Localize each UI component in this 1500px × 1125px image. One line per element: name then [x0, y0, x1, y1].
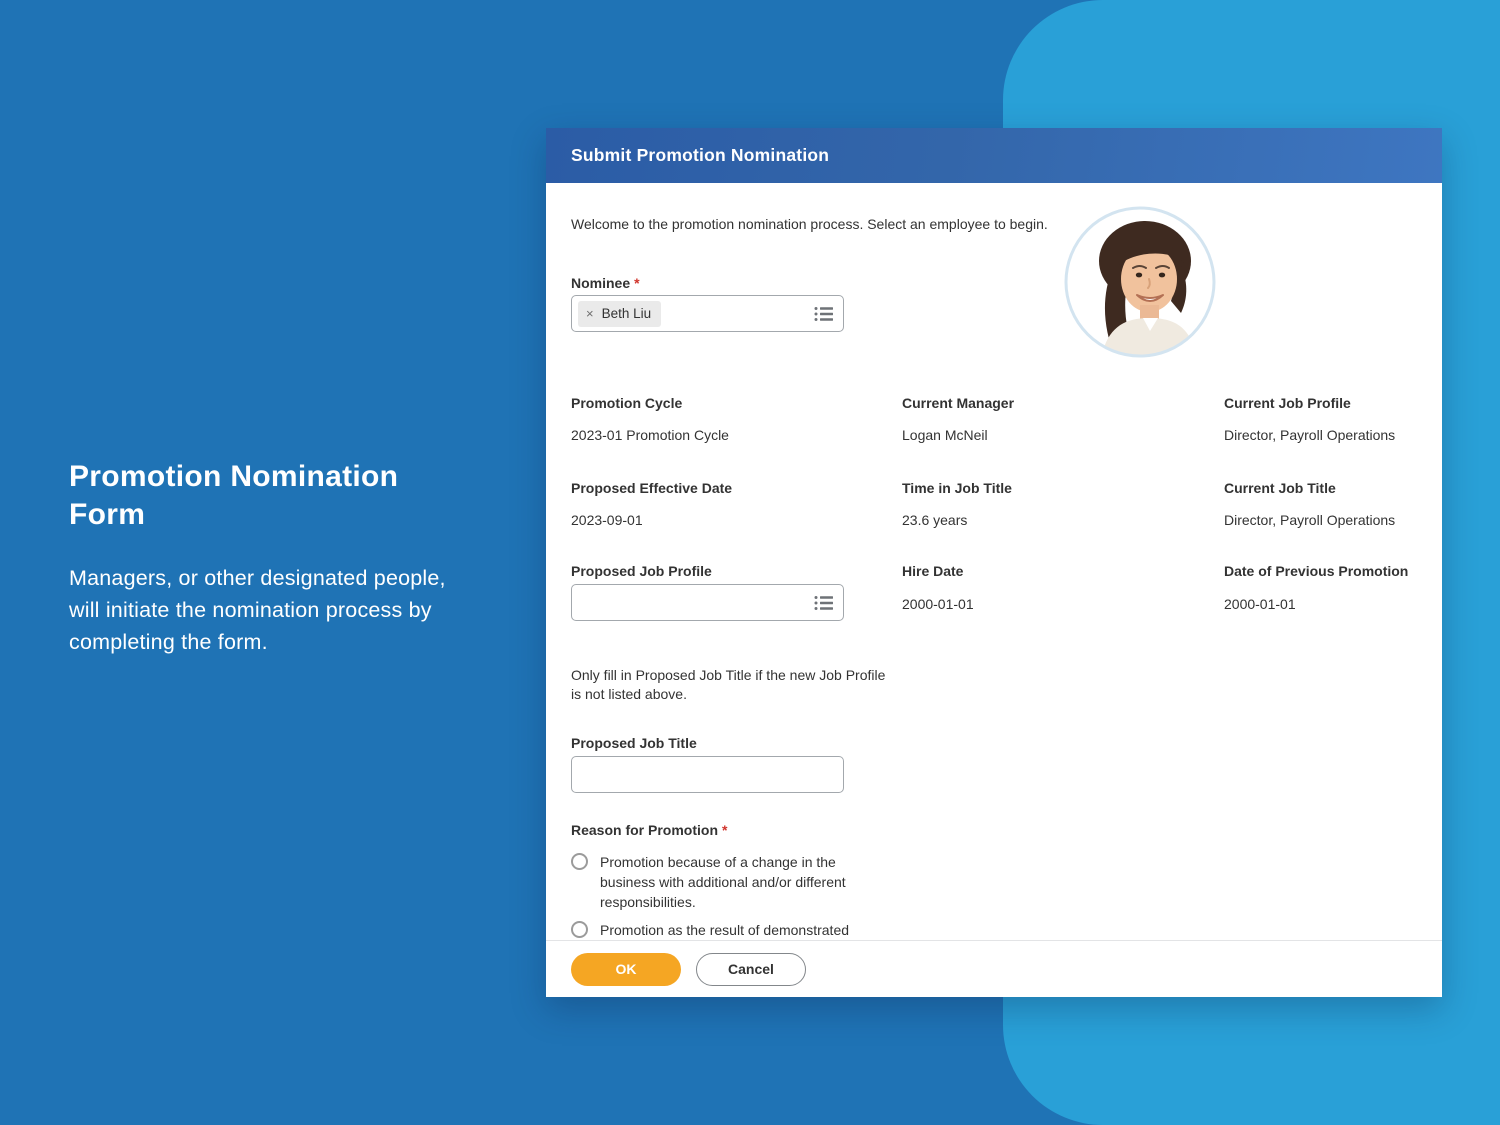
field-hire-date: Hire Date 2000-01-01	[902, 563, 974, 612]
reason-option-2[interactable]	[571, 920, 901, 940]
reason-option-1[interactable]	[571, 852, 901, 912]
nominee-input[interactable]	[571, 295, 844, 332]
proposed-job-title-input[interactable]	[571, 756, 844, 793]
field-date-of-previous-promotion: Date of Previous Promotion 2000-01-01	[1224, 563, 1409, 612]
reason-option-2-label: Promotion as the result of demonstrated	[600, 922, 850, 938]
slide-description: Managers, or other designated people, will initiate the nomination process by completing the form.	[69, 566, 446, 654]
nominee-chip[interactable]	[578, 301, 661, 327]
chip-remove-icon[interactable]: ×	[586, 306, 594, 321]
proposed-job-title-help-text: Only fill in Proposed Job Title if the new Job Profile is not listed above.	[571, 667, 886, 702]
nominee-field-group	[571, 275, 844, 332]
nominee-label: Nominee *	[571, 275, 640, 291]
proposed-job-profile-group	[571, 563, 844, 621]
reason-label: Reason for Promotion *	[571, 822, 728, 838]
proposed-job-title-group	[571, 735, 844, 793]
slide-title-line2: Form	[69, 498, 146, 531]
field-promotion-cycle: Promotion Cycle 2023-01 Promotion Cycle	[571, 395, 729, 443]
promotion-nomination-dialog	[546, 128, 1442, 997]
reason-for-promotion-group	[571, 822, 901, 940]
field-current-manager: Current Manager Logan McNeil	[902, 395, 1015, 443]
welcome-text: Welcome to the promotion nomination process. Select an employee to begin.	[571, 216, 1048, 232]
nominee-chip-label: Beth Liu	[601, 306, 652, 321]
slide-title-line1: Promotion Nomination	[69, 460, 399, 493]
proposed-job-title-label: Proposed Job Title	[571, 735, 697, 751]
dialog-body	[546, 183, 1442, 940]
prompt-list-icon[interactable]	[814, 306, 834, 322]
required-asterisk: *	[722, 822, 728, 838]
dialog-title: Submit Promotion Nomination	[571, 145, 830, 165]
ok-button[interactable]: OK	[571, 953, 681, 986]
reason-option-1-label: Promotion because of a change in the business with additional and/or different responsibilities.	[600, 854, 846, 910]
field-time-in-job-title: Time in Job Title 23.6 years	[902, 480, 1012, 528]
prompt-list-icon[interactable]	[814, 595, 834, 611]
left-panel	[69, 458, 469, 658]
radio-button-icon[interactable]	[571, 921, 588, 938]
proposed-job-profile-input[interactable]	[571, 584, 844, 621]
cancel-button[interactable]: Cancel	[696, 953, 806, 986]
slide-title	[69, 458, 469, 534]
radio-button-icon[interactable]	[571, 853, 588, 870]
dialog-header	[546, 128, 1442, 183]
required-asterisk: *	[634, 275, 640, 291]
dialog-footer	[546, 940, 1442, 997]
field-current-job-profile: Current Job Profile Director, Payroll Operations	[1224, 395, 1396, 443]
field-current-job-title: Current Job Title Director, Payroll Operations	[1224, 480, 1396, 528]
nominee-avatar	[1063, 205, 1217, 359]
proposed-job-profile-label: Proposed Job Profile	[571, 563, 712, 579]
field-proposed-effective-date: Proposed Effective Date 2023-09-01	[571, 480, 733, 528]
